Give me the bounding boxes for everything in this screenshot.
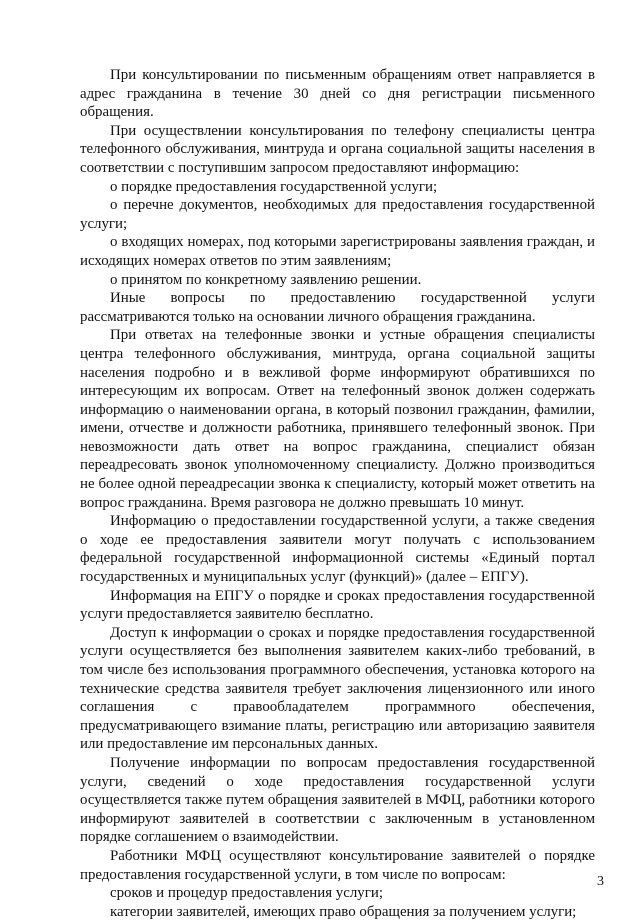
paragraph-access: Доступ к информации о сроках и порядке предоставления государственной услуги осуществляется без выполнения заявителем каких-либо требований, в том числе без использования программного обеспечения, установка которого на технические средства заявителя требует заключения лицензионного или иного соглашения с правообладателем программного обеспечения, предусматривающего взимание платы, регистрацию или авторизацию заявителя или предоставление им персональных данных.	[80, 624, 595, 753]
paragraph-phone-answers: При ответах на телефонные звонки и устные обращения специалисты центра телефонного обслуживания, минтруда, органа социальной защиты населения подробно и в вежливой форме информируют обратившихся по интересующим их вопросам. Ответ на телефонный звонок должен содержать информацию о наименовании органа, в который позвонил гражданин, фамилии, имени, отчестве и должности работника, принявшего телефонный звонок. При невозможности дать ответ на вопрос гражданина, специалист обязан переадресовать звонок уполномоченному специалисту. Должно производиться не более одной переадресации звонка к специалисту, который может ответить на вопрос гражданина. Время разговора не должно превышать 10 минут.	[80, 327, 595, 511]
list-item-documents: о перечне документов, необходимых для предоставления государственной услуги;	[80, 197, 595, 232]
list-item-decision: о принятом по конкретному заявлению решении.	[110, 271, 422, 288]
paragraph-epgu-free: Информация на ЕПГУ о порядке и сроках предоставления государственной услуги предоставляется заявителю бесплатно.	[80, 587, 595, 623]
page-number: 3	[597, 874, 604, 889]
document-body	[80, 66, 595, 921]
paragraph-written-requests: При консультировании по письменным обращениям ответ направляется в адрес гражданина в течение 30 дней со дня регистрации письменного обращения.	[80, 67, 595, 121]
paragraph-phone-consulting: При осуществлении консультирования по телефону специалисты центра телефонного обслуживания, минтруда и органа социальной защиты населения в соответствии с поступившим запросом предоставляют информацию:	[80, 122, 595, 176]
paragraph-mfc-info: Получение информации по вопросам предоставления государственной услуги, сведений о ходе предоставления государственной услуги осуществляется также путем обращения заявителей в МФЦ, работники которого информируют заявителей в соответствии с заключенным в установленном порядке соглашением о взаимодействии.	[80, 754, 595, 846]
list-item-terms: сроков и процедур предоставления услуги;	[110, 885, 383, 902]
paragraph-mfc-consulting: Работники МФЦ осуществляют консультирование заявителей о порядке предоставления государственной услуги, в том числе по вопросам:	[80, 847, 595, 883]
list-item-categories: категории заявителей, имеющих право обращения за получением услуги;	[110, 903, 577, 920]
list-item-service-procedure: о порядке предоставления государственной услуги;	[110, 178, 438, 195]
paragraph-other-questions: Иные вопросы по предоставлению государственной услуги рассматриваются только на основании личного обращения гражданина.	[80, 290, 595, 325]
list-item-incoming-numbers: о входящих номерах, под которыми зарегистрированы заявления граждан, и исходящих номерах ответов по этим заявлениям;	[80, 234, 595, 269]
paragraph-epgu-info: Информацию о предоставлении государственной услуги, а также сведения о ходе ее предоставления заявители могут получать с использованием федеральной государственной информационной системы «Единый портал государственных и муниципальных услуг (функций)» (далее – ЕПГУ).	[80, 513, 595, 586]
